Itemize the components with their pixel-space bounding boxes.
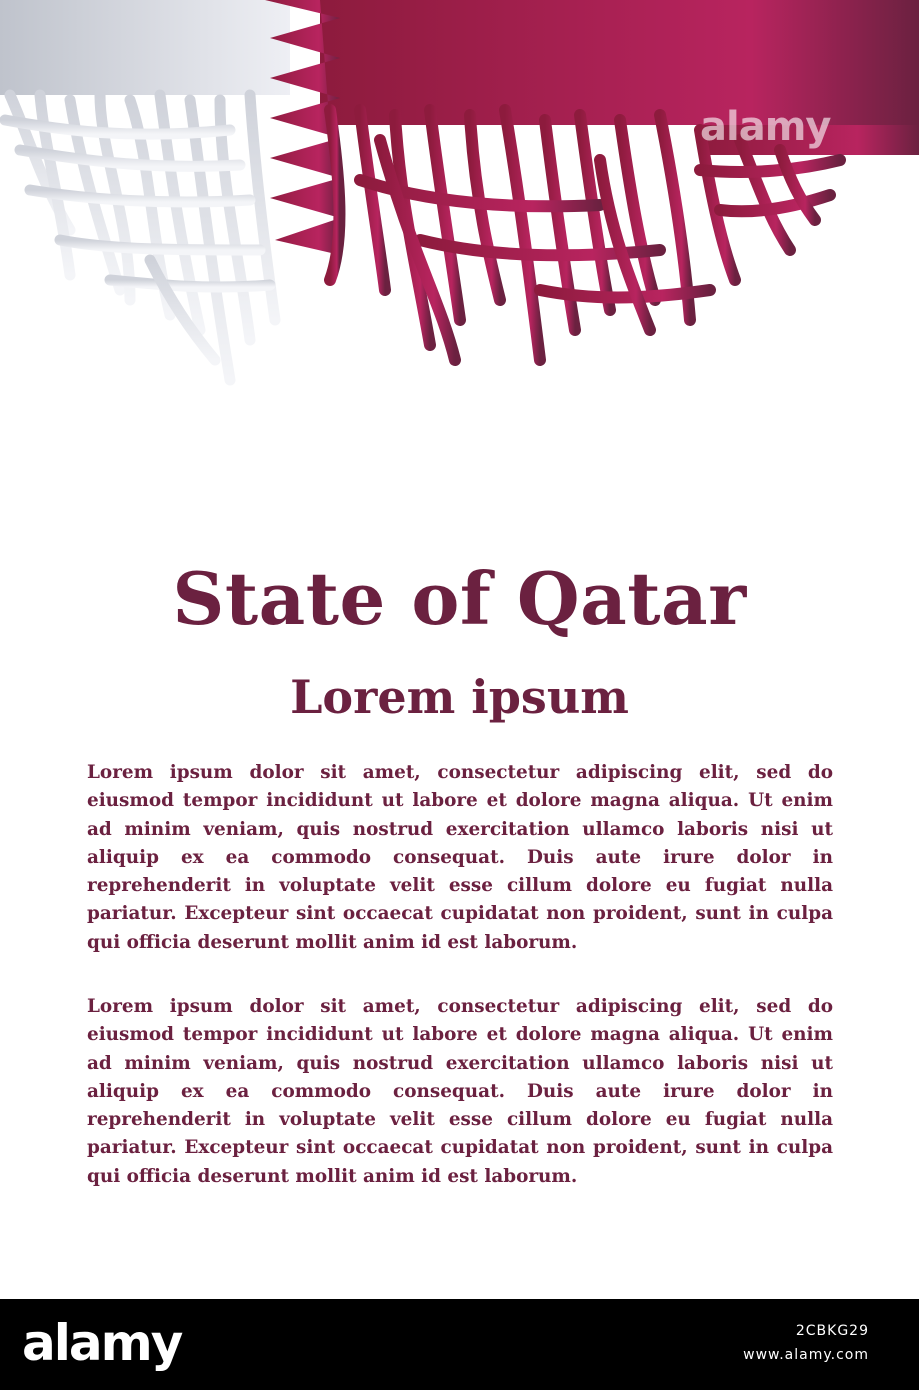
stock-footer-bar xyxy=(0,1299,919,1390)
watermark-top-text: alamy xyxy=(700,104,831,150)
alamy-logo: alamy xyxy=(22,1314,182,1372)
site-url-link[interactable]: www.alamy.com xyxy=(743,1347,869,1363)
body-paragraph: Lorem ipsum dolor sit amet, consectetur adipiscing elit, sed do eiusmod tempor incididunt ut labore et dolore magna aliqua. Ut enim ad minim veniam, quis nostrud exercitation ullamco laboris nisi ut aliquip ex ea commodo consequat. Duis aute irure dolor in reprehenderit in voluptate velit esse cillum dolore eu fugiat nulla pariatur. Excepteur sint occaecat cupidatat non proident, sunt in culpa qui officia deserunt mollit anim id est laborum. xyxy=(87,762,833,953)
qatar-flag-brush-illustration xyxy=(0,0,919,400)
page-subtitle: Lorem ipsum xyxy=(290,670,629,724)
flag-maroon-section xyxy=(265,0,919,360)
flag-white-section xyxy=(0,0,290,380)
page-title: State of Qatar xyxy=(172,556,747,641)
body-paragraph: Lorem ipsum dolor sit amet, consectetur adipiscing elit, sed do eiusmod tempor incididunt ut labore et dolore magna aliqua. Ut enim ad minim veniam, quis nostrud exercitation ullamco laboris nisi ut aliquip ex ea commodo consequat. Duis aute irure dolor in reprehenderit in voluptate velit esse cillum dolore eu fugiat nulla pariatur. Excepteur sint occaecat cupidatat non proident, sunt in culpa qui officia deserunt mollit anim id est laborum. xyxy=(87,996,833,1187)
image-id-label: 2CBKG29 xyxy=(795,1323,869,1339)
